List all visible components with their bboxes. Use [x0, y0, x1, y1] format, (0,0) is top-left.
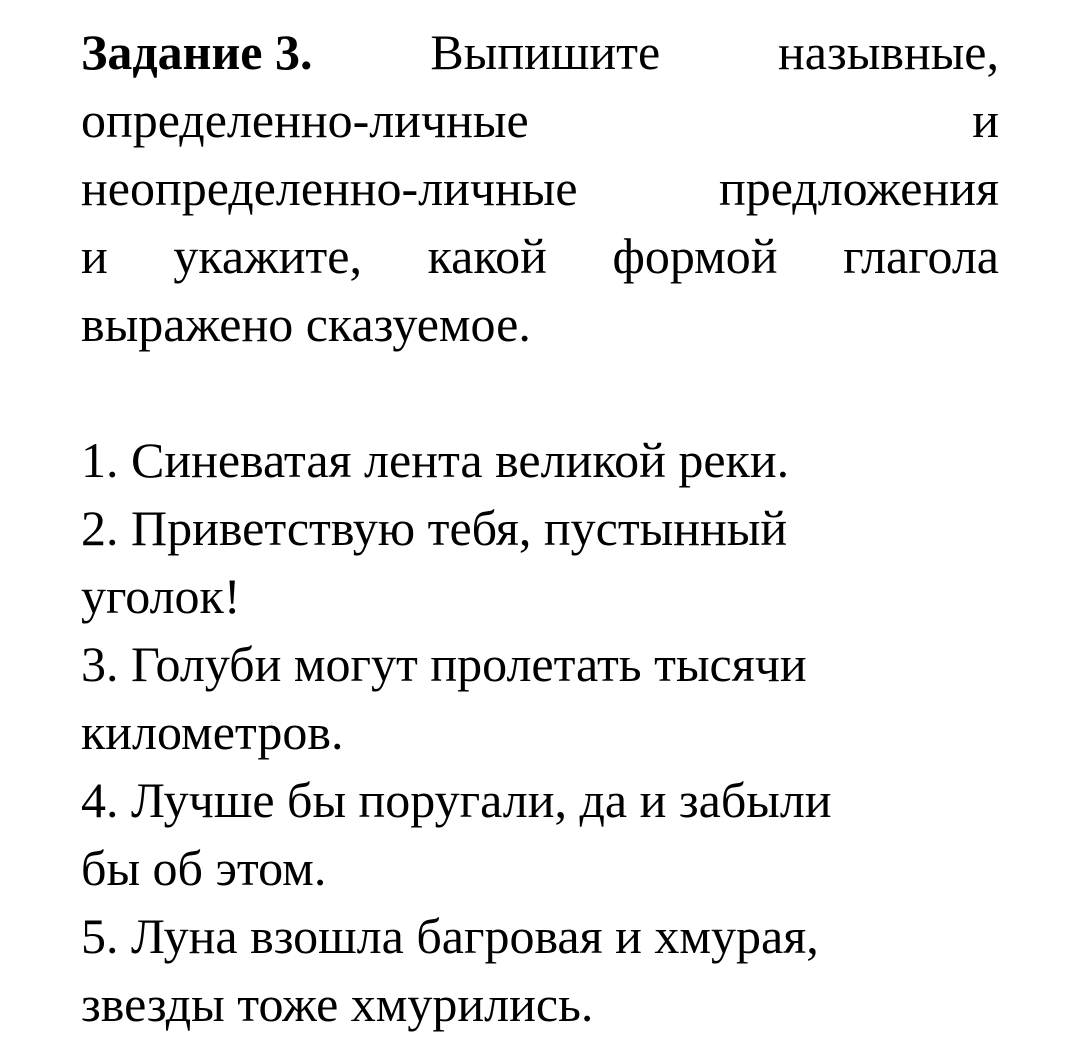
sentence-item-3: [81, 630, 999, 766]
sentence-item-2: [81, 494, 999, 630]
instruction-line-5: [81, 290, 999, 358]
sentence-line: 4. Лучше бы поругали, да и забыли: [81, 772, 832, 828]
instruction-word: и: [972, 92, 999, 148]
sentence-item-1: [81, 426, 999, 494]
sentence-line: бы об этом.: [81, 840, 327, 896]
instruction-word: какой: [427, 228, 547, 284]
instruction-word: Выпишите: [430, 24, 661, 80]
blank-line: [81, 358, 999, 426]
sentence-item-4: [81, 766, 999, 902]
sentence-item-5: [81, 902, 999, 1038]
sentence-line: уголок!: [81, 568, 241, 624]
instruction-word: укажите,: [173, 228, 362, 284]
sentence-list: [81, 426, 999, 1038]
sentence-line: звезды тоже хмурились.: [81, 976, 594, 1032]
sentence-line: 3. Голуби могут пролетать тысячи: [81, 636, 807, 692]
sentence-line: 2. Приветствую тебя, пустынный: [81, 500, 788, 556]
instruction-word: формой: [612, 228, 778, 284]
instruction-line-4: [81, 222, 999, 290]
sentence-line: 5. Луна взошла багровая и хмурая,: [81, 908, 819, 964]
instruction-word: глагола: [843, 228, 999, 284]
task-title: Задание 3.: [81, 24, 313, 80]
instruction-line-2: [81, 86, 999, 154]
instruction-word: и: [81, 228, 108, 284]
instruction-word: назывные,: [778, 24, 999, 80]
instruction-word: определенно-личные: [81, 92, 529, 148]
instruction-line-3: [81, 154, 999, 222]
instruction-word: неопределенно-личные: [81, 160, 578, 216]
task-instructions: [81, 18, 999, 358]
instruction-word: предложения: [718, 160, 999, 216]
sentence-line: километров.: [81, 704, 344, 760]
sentence-line: 1. Синеватая лента великой реки.: [81, 432, 790, 488]
document-page: [81, 18, 999, 1038]
instruction-line-1: [81, 18, 999, 86]
instruction-last-line: выражено сказуемое.: [81, 296, 531, 352]
